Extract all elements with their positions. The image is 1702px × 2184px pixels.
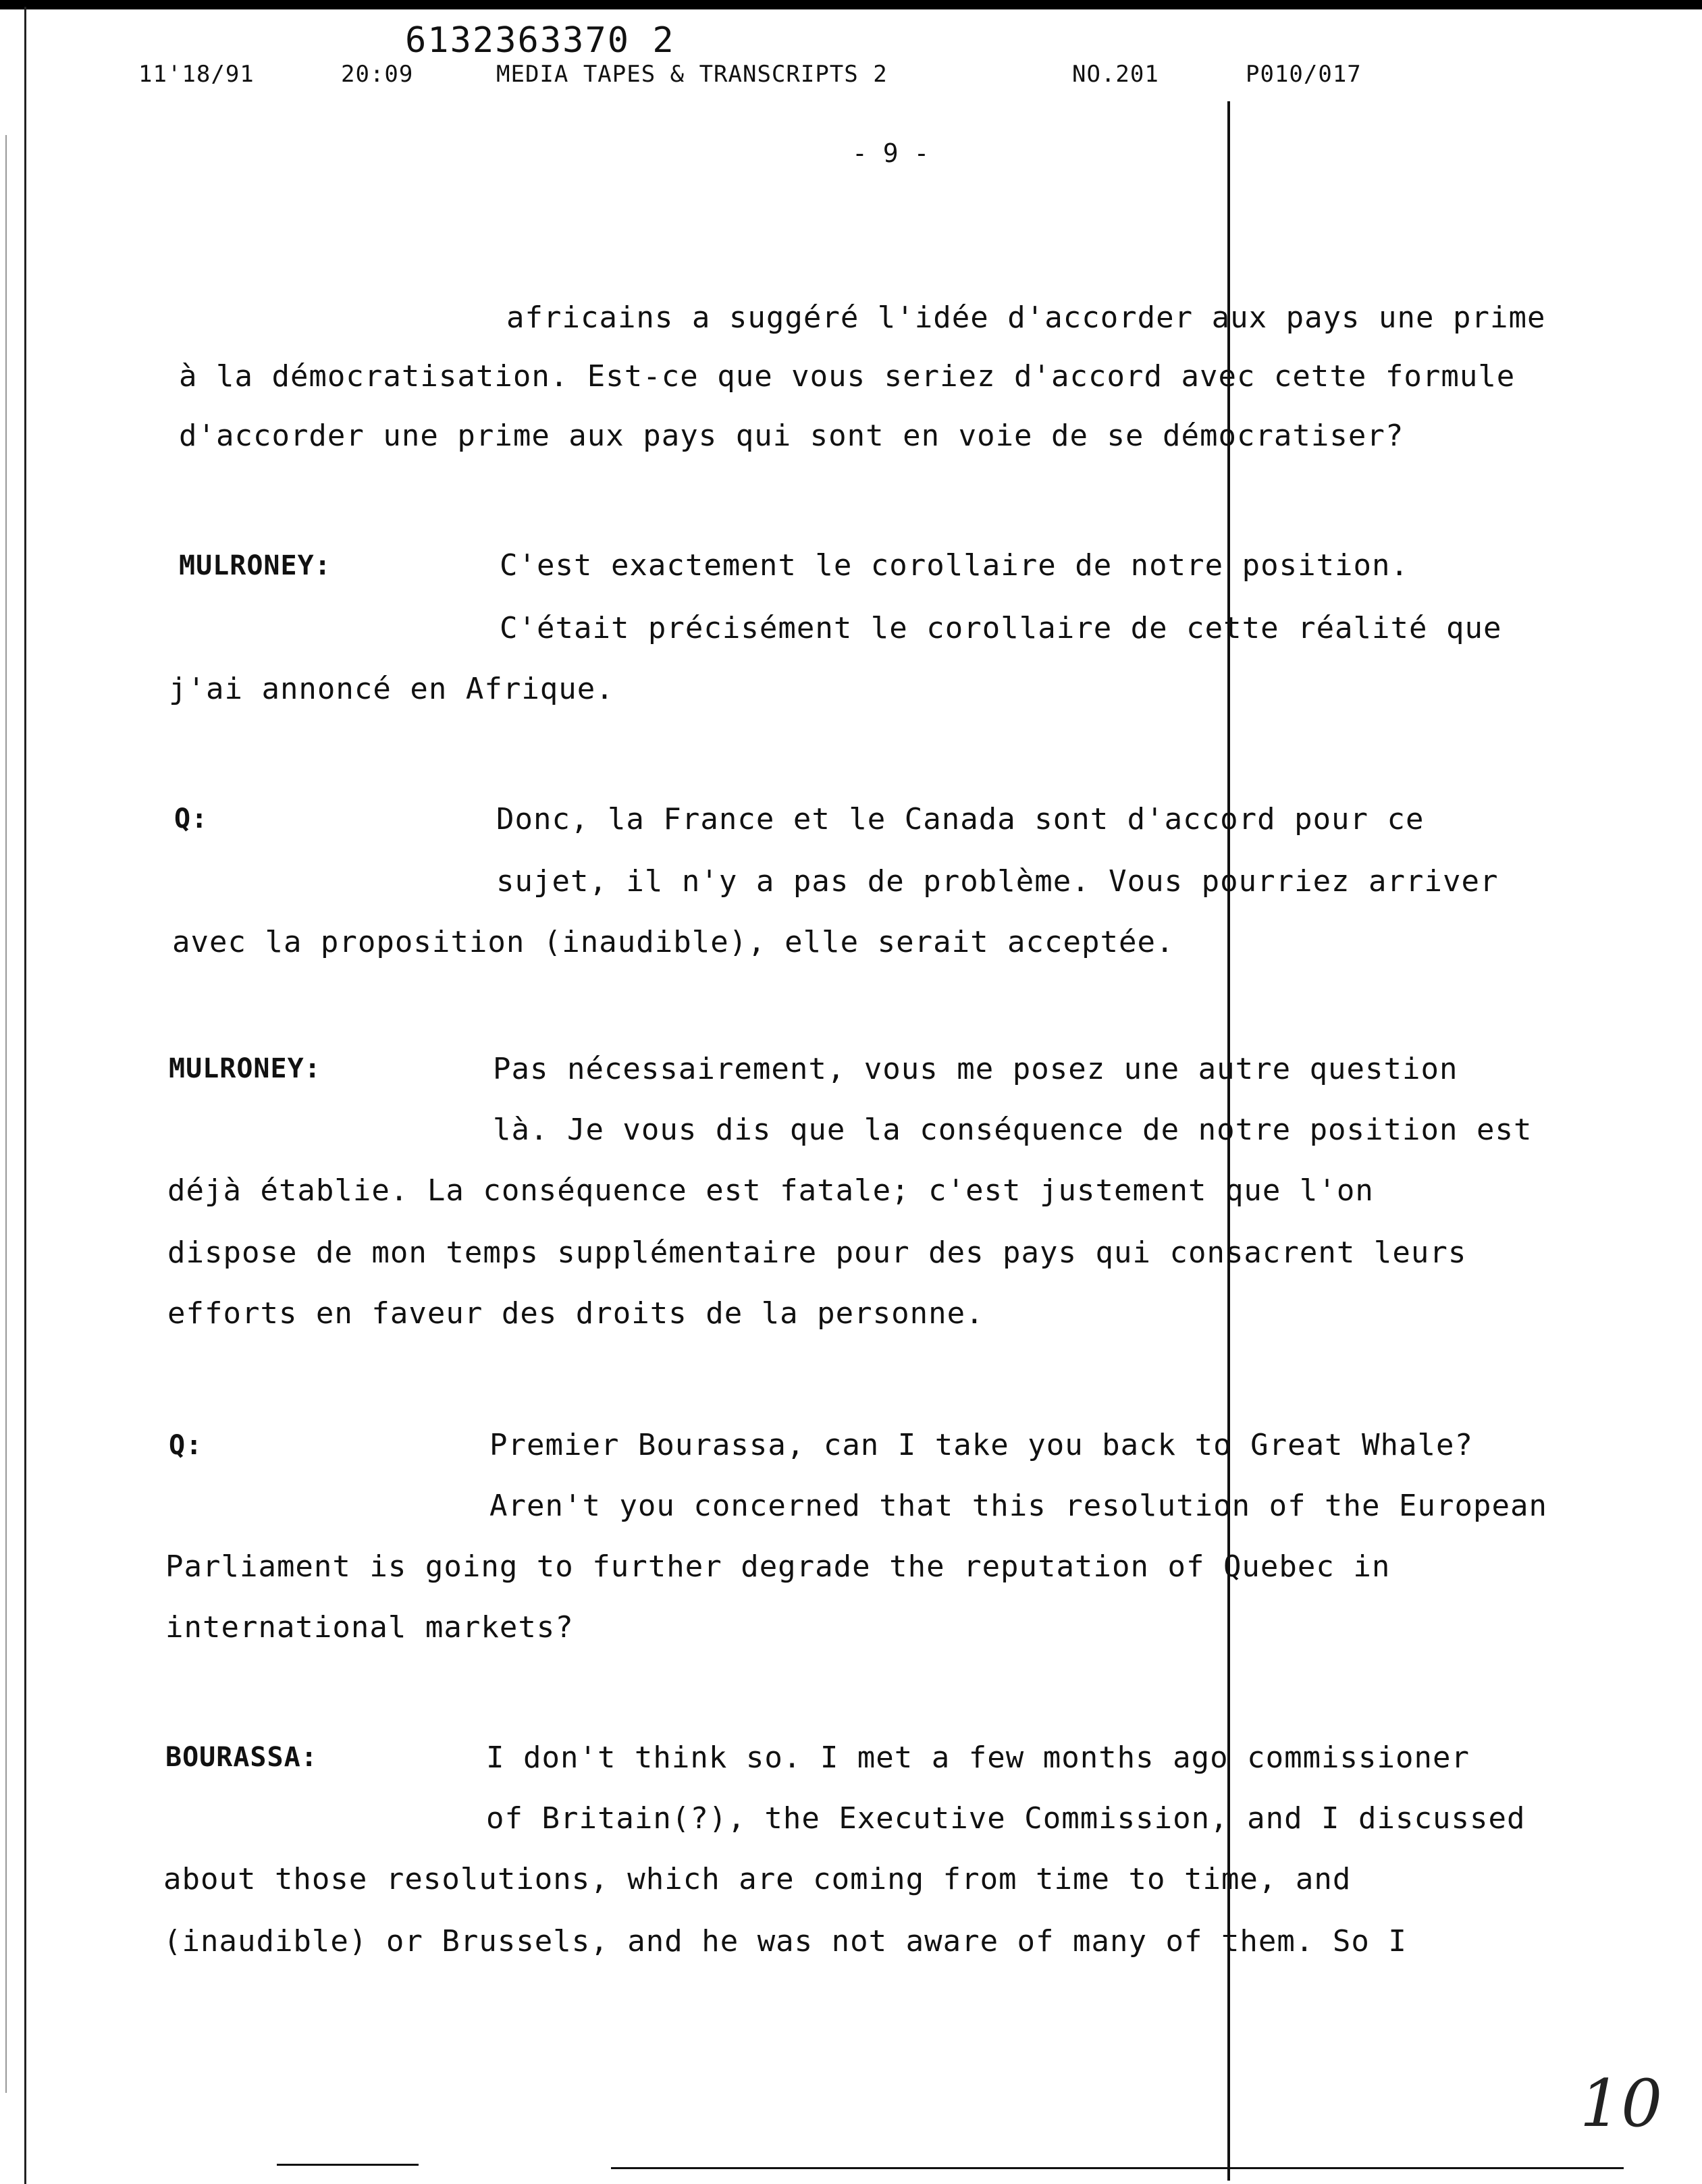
transcript-line: Aren't you concerned that this resolution of the European: [489, 1489, 1547, 1523]
transcript-line: efforts en faveur des droits de la personne.: [167, 1296, 984, 1331]
transcript-line: d'accorder une prime aux pays qui sont en voie de se démocratiser?: [179, 419, 1404, 453]
transcript-line: sujet, il n'y a pas de problème. Vous pourriez arriver: [496, 864, 1499, 899]
transcript-line: avec la proposition (inaudible), elle serait acceptée.: [172, 925, 1175, 959]
scan-left-shadow: [5, 135, 7, 2093]
transcript-line: (inaudible) or Brussels, and he was not aware of many of them. So I: [163, 1924, 1407, 1959]
handwritten-page-number: 10: [1580, 2066, 1663, 2141]
page-number: - 9 -: [852, 138, 930, 168]
transcript-line: Parliament is going to further degrade the reputation of Quebec in: [165, 1549, 1391, 1584]
transcript-line: dispose de mon temps supplémentaire pour des pays qui consacrent leurs: [167, 1235, 1467, 1270]
transcript-line: Donc, la France et le Canada sont d'accord pour ce: [496, 802, 1425, 836]
bottom-rule-right: [611, 2167, 1624, 2169]
scan-top-edge: [0, 0, 1702, 9]
transcript-line: déjà établie. La conséquence est fatale; c'est justement que l'on: [167, 1173, 1374, 1208]
transcript-line: C'était précisément le corollaire de cette réalité que: [500, 611, 1502, 645]
transcript-line: là. Je vous dis que la conséquence de notre position est: [493, 1113, 1533, 1147]
transcript-line: C'est exactement le corollaire de notre position.: [500, 548, 1410, 583]
fax-number: NO.201: [1072, 61, 1159, 88]
transcript-line: about those resolutions, which are coming from time to time, and: [163, 1862, 1352, 1896]
bottom-rule-left: [277, 2164, 419, 2166]
transcript-line: Premier Bourassa, can I take you back to Great Whale?: [489, 1428, 1473, 1462]
speaker-label: Q:: [174, 803, 209, 834]
fax-page-code: P010/017: [1246, 61, 1362, 88]
transcript-line: I don't think so. I met a few months ago commissioner: [486, 1740, 1470, 1775]
speaker-label: MULRONEY:: [169, 1053, 321, 1084]
speaker-label: BOURASSA:: [165, 1742, 318, 1773]
fax-date: 11'18/91: [138, 61, 255, 88]
transcript-line: africains a suggéré l'idée d'accorder aux pays une prime: [506, 300, 1546, 335]
fax-time: 20:09: [341, 61, 414, 88]
transcript-line: Pas nécessairement, vous me posez une autre question: [493, 1052, 1458, 1086]
fax-sender: MEDIA TAPES & TRANSCRIPTS 2: [496, 61, 888, 88]
transcript-line: à la démocratisation. Est-ce que vous seriez d'accord avec cette formule: [179, 359, 1516, 394]
speaker-label: MULRONEY:: [179, 550, 331, 581]
transcript-line: of Britain(?), the Executive Commission, and I discussed: [486, 1801, 1526, 1836]
speaker-label: Q:: [169, 1430, 203, 1461]
transcript-line: j'ai annoncé en Afrique.: [169, 672, 614, 706]
fax-phone-number: 6132363370 2: [405, 20, 675, 61]
transcript-line: international markets?: [165, 1610, 574, 1645]
scan-left-edge: [24, 7, 26, 2184]
